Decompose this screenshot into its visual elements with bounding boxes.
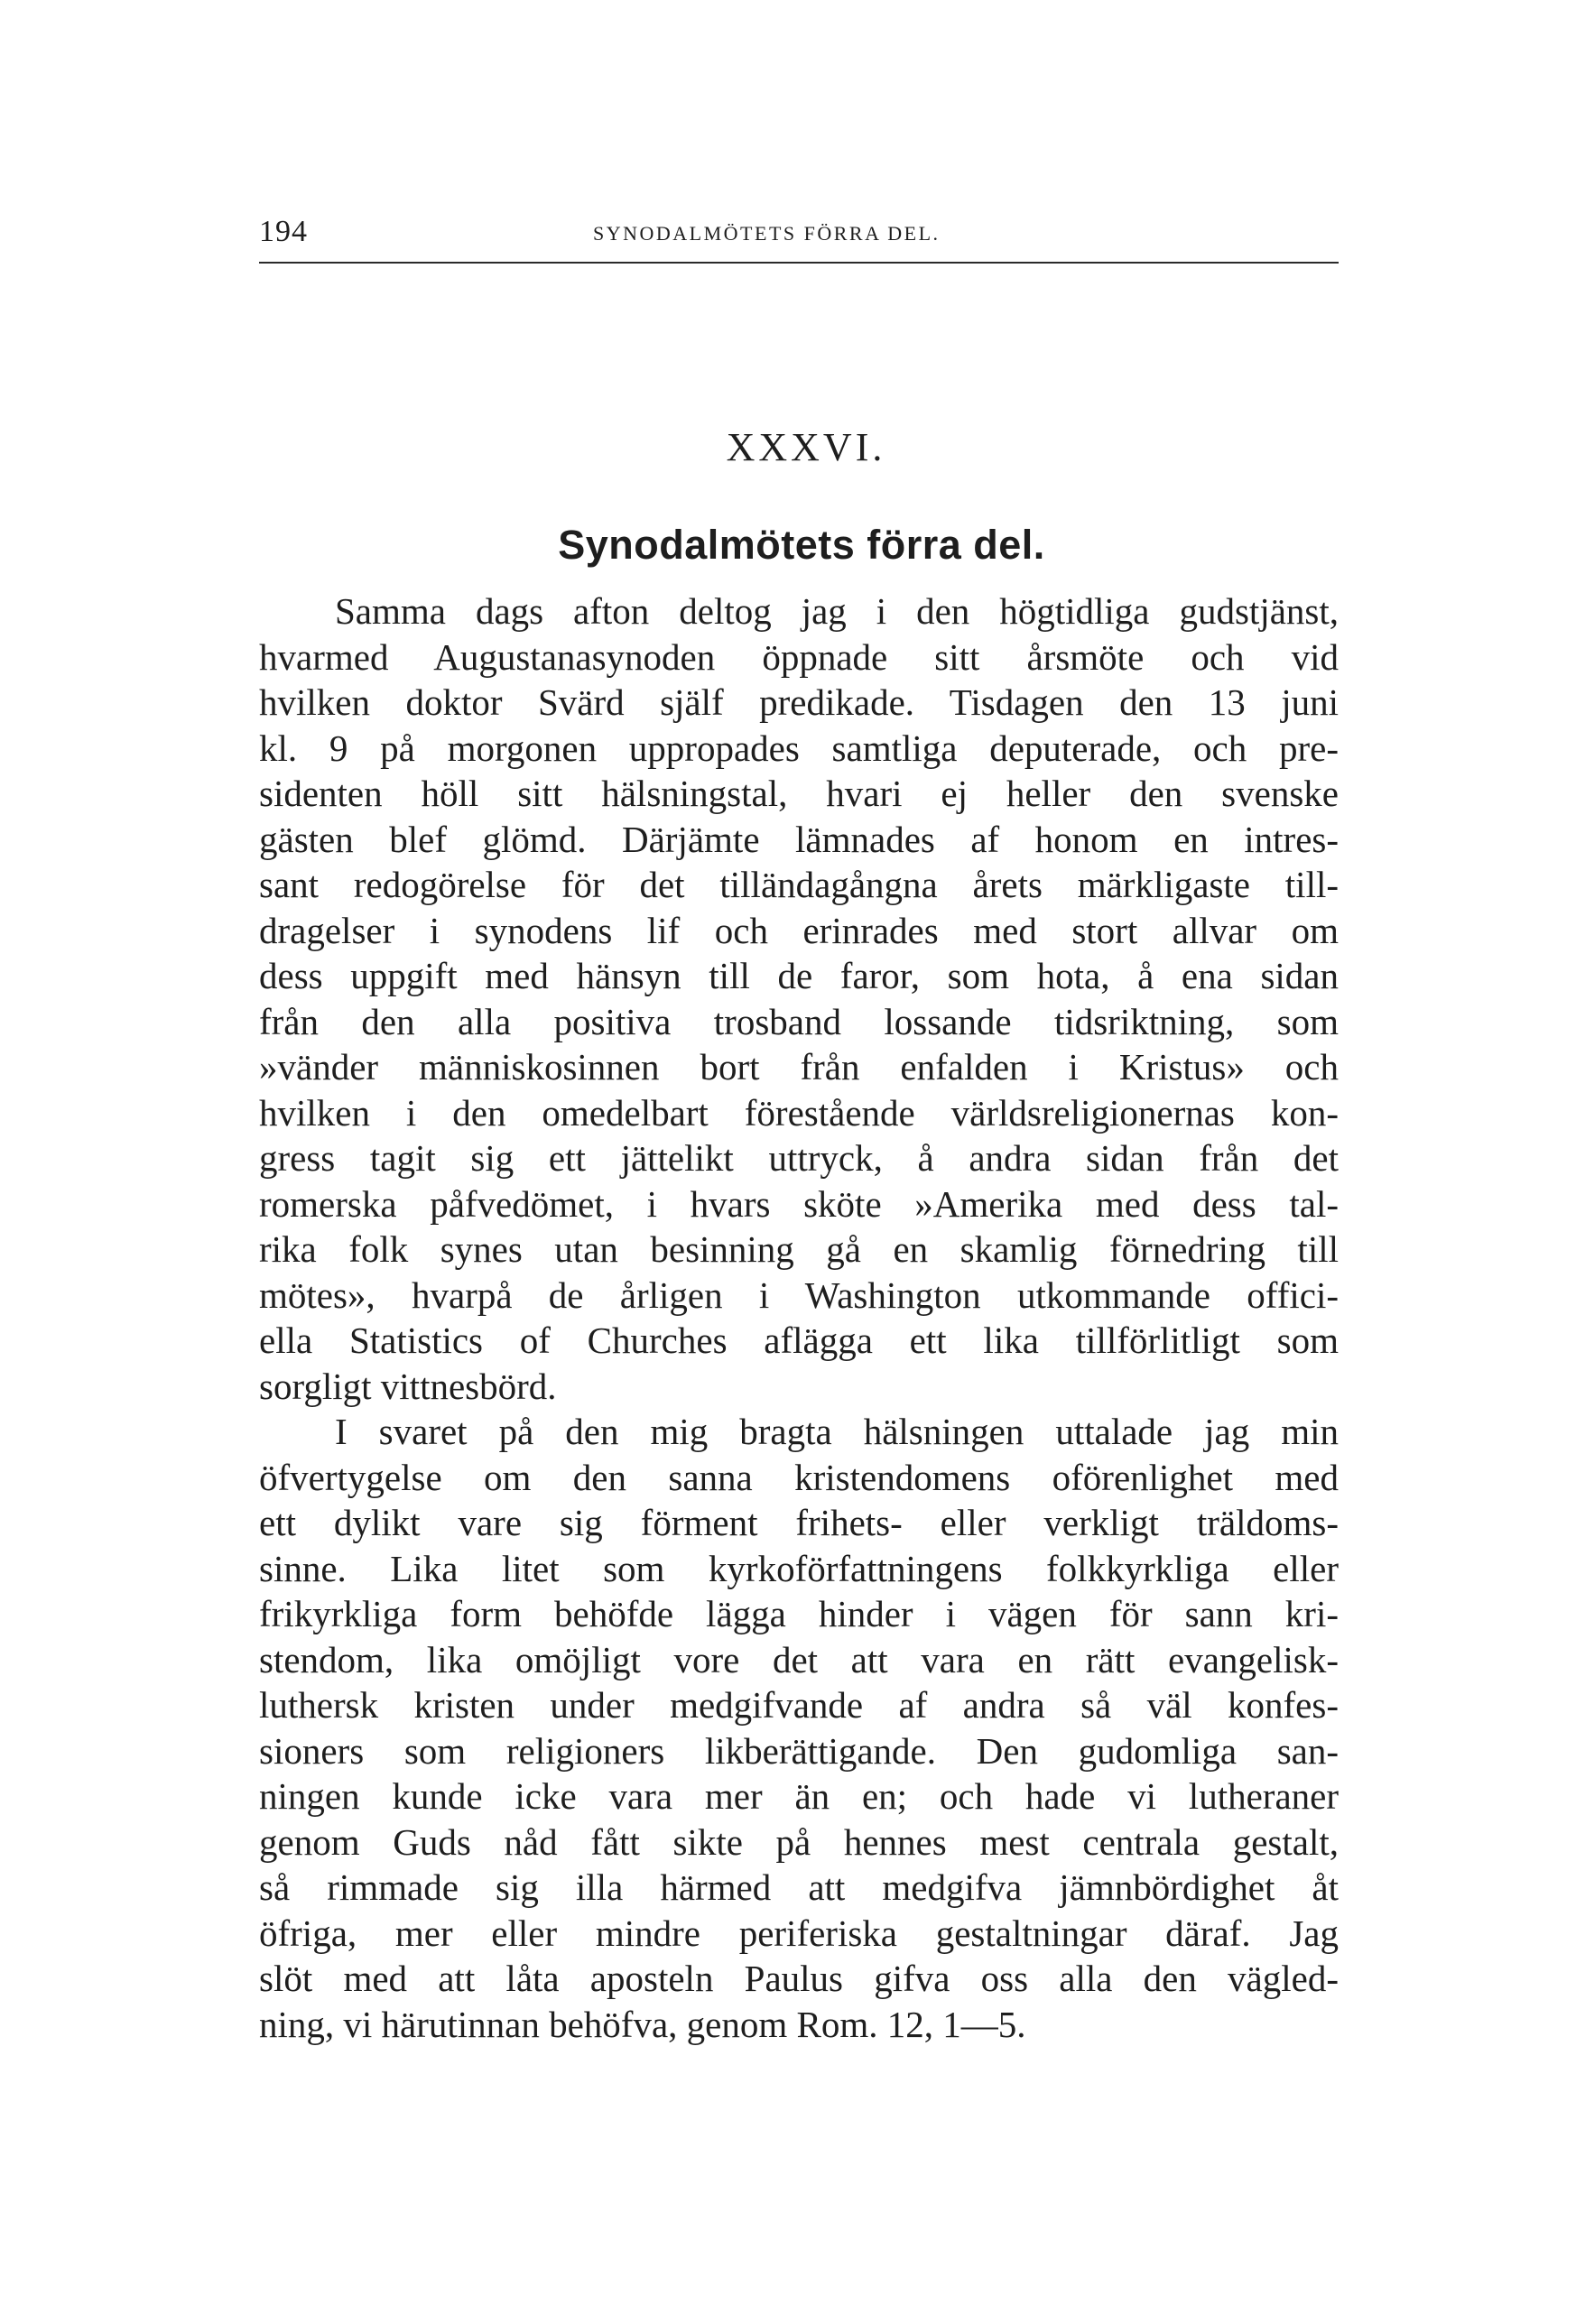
text-line: kl. 9 på morgonen uppropades samtliga deputerade, och pre- — [259, 727, 1339, 769]
text-line: slöt med att låta aposteln Paulus gifva oss alla den vägled- — [259, 1958, 1339, 1999]
text-line: hvilken doktor Svärd själf predikade. Tisdagen den 13 juni — [259, 681, 1339, 723]
text-line: ella Statistics of Churches aflägga ett lika tillförlitligt som — [259, 1319, 1339, 1361]
text-line: hvilken i den omedelbart förestående världsreligionernas kon- — [259, 1091, 1339, 1134]
text-line: från den alla positiva trosband lossande tidsriktning, som — [259, 1000, 1339, 1042]
text-line: I svaret på den mig bragta hälsningen uttalade jag min — [335, 1411, 1339, 1452]
text-line: öfriga, mer eller mindre periferiska gestaltningar däraf. Jag — [259, 1912, 1339, 1954]
text-line: dragelser i synodens lif och erinrades med stort allvar om — [259, 909, 1339, 951]
paragraph-1 — [259, 588, 1339, 1409]
text-line: »vänder människosinnen bort från enfalden i Kristus» och — [259, 1046, 1339, 1088]
running-head-title: SYNODALMÖTETS FÖRRA DEL. — [593, 222, 941, 245]
text-line: sidenten höll sitt hälsningstal, hvari ej heller den svenske — [259, 773, 1339, 814]
chapter-number: XXXVI. — [726, 425, 886, 469]
text-line: sorgligt vittnesbörd. — [259, 1365, 557, 1407]
text-line: stendom, lika omöjligt vore det att vara en rätt evangelisk- — [259, 1638, 1339, 1681]
chapter-title: Synodalmötets förra del. — [558, 522, 1045, 568]
text-line: Samma dags afton deltog jag i den högtidliga gudstjänst, — [335, 590, 1339, 632]
text-line: ning, vi härutinnan behöfva, genom Rom. 12, 1—5. — [259, 2003, 1026, 2045]
text-line: gästen blef glömd. Därjämte lämnades af honom en intres- — [259, 818, 1339, 860]
text-line: rika folk synes utan besinning gå en skamlig förnedring till — [259, 1228, 1339, 1270]
page-number: 194 — [259, 215, 308, 248]
text-line: dess uppgift med hänsyn till de faror, som hota, å ena sidan — [259, 955, 1339, 996]
text-line: romerska påfvedömet, i hvars sköte »Amerika med dess tal- — [259, 1182, 1339, 1225]
text-line: öfvertygelse om den sanna kristendomens oförenlighet med — [259, 1456, 1339, 1498]
text-line: hvarmed Augustanasynoden öppnade sitt årsmöte och vid — [259, 635, 1339, 678]
text-line: ningen kunde icke vara mer än en; och hade vi lutheraner — [259, 1775, 1339, 1817]
text-line: så rimmade sig illa härmed att medgifva jämnbördighet åt — [259, 1866, 1339, 1908]
text-line: genom Guds nåd fått sikte på hennes mest centrala gestalt, — [259, 1820, 1339, 1863]
running-head — [259, 215, 1342, 260]
text-line: mötes», hvarpå de årligen i Washington utkommande offici- — [259, 1273, 1339, 1316]
text-line: luthersk kristen under medgifvande af andra så väl konfes- — [259, 1684, 1339, 1726]
text-line: sioners som religioners likberättigande. Den gudomliga san- — [259, 1729, 1339, 1772]
text-line: ett dylikt vare sig förment frihets- eller verkligt träldoms- — [259, 1502, 1339, 1543]
text-line: gress tagit sig ett jättelikt uttryck, å andra sidan från det — [259, 1137, 1339, 1179]
paragraph-2 — [259, 1409, 1339, 2047]
text-line: sant redogörelse för det tilländagångna årets märkligaste till- — [259, 864, 1339, 905]
running-head-rule — [259, 262, 1339, 264]
text-line: frikyrkliga form behöfde lägga hinder i vägen för sann kri- — [259, 1593, 1339, 1634]
body-text — [259, 588, 1339, 2047]
text-line: sinne. Lika litet som kyrkoförfattningens folkkyrkliga eller — [259, 1547, 1339, 1589]
